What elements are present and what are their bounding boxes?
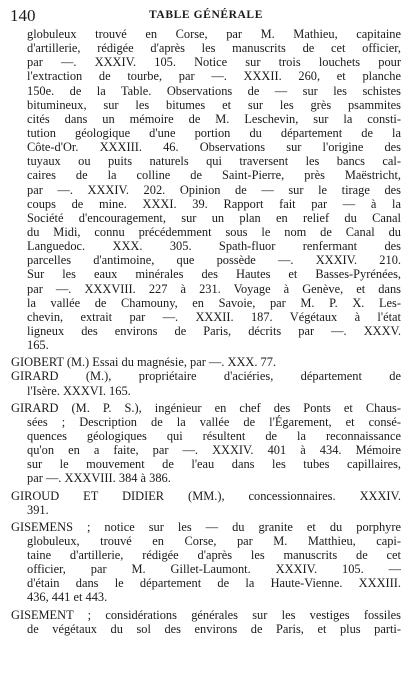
text-line: GISEMENS ; notice sur les — du granite et du porphyre: [11, 519, 401, 534]
text-line: sur le mouvement de l'eau dans les tubes capillaires,: [27, 457, 401, 472]
text-line: parcelles d'antimoine, que possède —. XXXIV. 210.: [27, 253, 401, 268]
text-line: 165.: [27, 338, 49, 353]
text-line: bitumineux, sur les bitumes et sur les grès psammites: [27, 97, 401, 112]
text-line: Société d'encouragement, sur un plan en relief du Canal: [27, 210, 401, 225]
text-line: GIRARD (M. P. S.), ingénieur en chef des Ponts et Chaus-: [11, 400, 401, 415]
text-line: tution géologique d'une portion du département de la: [27, 125, 401, 140]
text-line: qu'on en a faite, par —. XXXIV. 401 à 434. Mémoire: [27, 443, 401, 458]
text-line: 391.: [27, 502, 49, 517]
page-header: [10, 6, 402, 28]
text-line: la vallée de Chamouny, en Savoie, par M. P. X. Les-: [27, 295, 401, 310]
text-line: par —. XXXIV. 202. Opinion de — sur le tirage des: [27, 182, 401, 197]
text-line: taine d'artillerie, rédigée d'après les manuscrits de cet: [27, 548, 401, 563]
text-line: du Midi, connu précédemment sous le nom de Canal du: [27, 224, 401, 239]
text-line: caires de la colline de Saint-Pierre, près Maëstricht,: [27, 168, 401, 183]
text-line: d'étain dans le département de la Haute-Vienne. XXXIII.: [27, 576, 401, 591]
text-line: d'artillerie, rédigée d'après les manuscrits de cet officier,: [27, 41, 401, 56]
page-number: 140: [10, 6, 36, 25]
text-line: officier, par M. Gillet-Laumont. XXXIV. 105. —: [27, 562, 401, 577]
text-line: de végétaux du sol des environs de Paris, et plus parti-: [27, 621, 401, 636]
text-line: 436, 441 et 443.: [27, 590, 108, 605]
text-line: coups de mine. XXXI. 39. Rapport fait par — à la: [27, 196, 401, 211]
text-line: 150e. de la Table. Observations de — sur les schistes: [27, 83, 401, 98]
text-line: chevin, extrait par —. XXXII. 187. Végétaux à l'état: [27, 309, 401, 324]
text-line: GIRARD (M.), propriétaire d'aciéries, département de: [11, 369, 401, 384]
text-line: ligneux des environs de Paris, décrits par —. XXXV.: [27, 323, 401, 338]
running-title: TABLE GÉNÉRALE: [149, 9, 263, 21]
text-line: par —. XXXVIII. 227 à 231. Voyage à Genève, et dans: [27, 281, 401, 296]
text-line: GIOBERT (M.) Essai du magnésie, par —. XXX. 77.: [11, 355, 277, 370]
text-line: globuleux, trouvé en Corse, par M. Matthieu, capi-: [27, 533, 401, 548]
text-line: Sur les eaux minérales des Hautes et Basses-Pyrénées,: [27, 267, 401, 282]
index-text-body: [11, 27, 401, 636]
text-line: Languedoc. XXX. 305. Spath-fluor renfermant des: [27, 239, 401, 254]
text-line: par —. XXXIV. 105. Notice sur trois louchets pour: [27, 55, 401, 70]
text-line: quences géologiques qui résultent de la reconnaissance: [27, 428, 401, 443]
text-line: GISEMENT ; considérations générales sur les vestiges fossiles: [11, 607, 401, 622]
text-line: l'Isère. XXXVI. 165.: [27, 383, 131, 398]
text-line: GIROUD ET DIDIER (MM.), concessionnaires. XXXIV.: [11, 488, 401, 503]
text-line: l'extraction de tourbe, par —. XXXII. 260, et planche: [27, 69, 401, 84]
text-line: tuyaux ou puits naturels qui traversent les bancs cal-: [27, 154, 401, 169]
text-line: cités dans un mémoire de M. Leschevin, sur la consti-: [27, 111, 401, 126]
text-line: globuleux trouvé en Corse, par M. Mathieu, capitaine: [27, 27, 401, 41]
text-line: par —. XXXVIII. 384 à 386.: [27, 471, 171, 486]
text-line: sées ; Description de la vallée de l'Égarement, et consé-: [27, 414, 401, 429]
text-line: Côte-d'Or. XXXIII. 46. Observations sur l'origine des: [27, 140, 401, 155]
